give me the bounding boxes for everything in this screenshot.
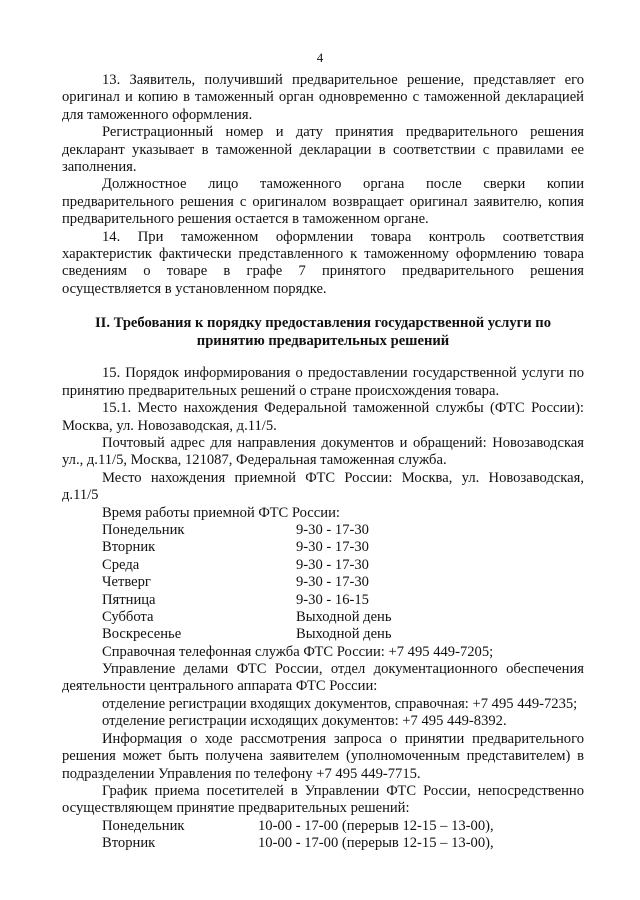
paragraph-15-1: 15.1. Место нахождения Федеральной таможенной службы (ФТС России): Москва, ул. Новозаводская, д.11/5. bbox=[62, 400, 584, 434]
hours-day: Среда bbox=[102, 556, 140, 573]
schedule-day: Понедельник bbox=[102, 817, 185, 834]
schedule-row bbox=[102, 818, 584, 835]
hours-row bbox=[102, 626, 584, 643]
hours-time: 9-30 - 17-30 bbox=[296, 556, 369, 573]
admin-department: Управление делами ФТС России, отдел документационного обеспечения деятельности центрального аппарата ФТС России: bbox=[62, 661, 584, 695]
progress-info: Информация о ходе рассмотрения запроса о принятии предварительного решения может быть получена заявителем (уполномоченным представителем) в подразделении Управления по телефону +7 495 449-7715. bbox=[62, 730, 584, 782]
schedule-row bbox=[102, 835, 584, 852]
hours-row bbox=[102, 609, 584, 626]
hours-day: Воскресенье bbox=[102, 626, 182, 643]
schedule-time: 10-00 - 17-00 (перерыв 12-15 – 13-00), bbox=[258, 835, 494, 852]
reception-hours-table bbox=[102, 522, 584, 644]
incoming-registration: отделение регистрации входящих документов, справочная: +7 495 449-7235; bbox=[102, 695, 578, 712]
hours-day: Понедельник bbox=[102, 521, 185, 538]
hours-time: 9-30 - 16-15 bbox=[296, 591, 369, 608]
reception-location: Место нахождения приемной ФТС России: Москва, ул. Новозаводская, д.11/5 bbox=[62, 469, 584, 504]
hours-row bbox=[102, 574, 584, 591]
hours-time: 9-30 - 17-30 bbox=[296, 539, 369, 556]
visitor-schedule-table bbox=[102, 818, 584, 853]
paragraph-14: 14. При таможенном оформлении товара контроль соответствия характеристик фактически представленного к таможенному оформлению товара сведениям о товаре в графе 7 принятого предварительного решения осуществляется в установленном порядке. bbox=[62, 228, 584, 297]
hours-row bbox=[102, 522, 584, 539]
hours-day: Вторник bbox=[102, 539, 156, 556]
paragraph-13-official: Должностное лицо таможенного органа после сверки копии предварительного решения с оригиналом возвращает оригинал заявителю, копия предварительного решения остается в таможенном органе. bbox=[62, 176, 584, 228]
section-heading: II. Требования к порядку предоставления государственной услуги по принятию предварительных решений bbox=[94, 315, 552, 350]
hours-day: Четверг bbox=[102, 574, 151, 591]
hours-day: Пятница bbox=[102, 591, 156, 608]
hours-day: Суббота bbox=[102, 608, 154, 625]
hours-time: Выходной день bbox=[296, 608, 392, 625]
schedule-time: 10-00 - 17-00 (перерыв 12-15 – 13-00), bbox=[258, 817, 494, 834]
hours-row bbox=[102, 592, 584, 609]
hours-time: 9-30 - 17-30 bbox=[296, 574, 369, 591]
paragraph-13-registration: Регистрационный номер и дату принятия предварительного решения декларант указывает в таможенной декларации в соответствии с правилами ее заполнения. bbox=[62, 124, 584, 176]
paragraph-15: 15. Порядок информирования о предоставлении государственной услуги по принятию предварительных решений о стране происхождения товара. bbox=[62, 365, 584, 399]
hours-title: Время работы приемной ФТС России: bbox=[102, 504, 340, 521]
hours-row bbox=[102, 557, 584, 574]
paragraph-13: 13. Заявитель, получивший предварительное решение, представляет его оригинал и копию в таможенный орган одновременно с таможенной декларацией для таможенного оформления. bbox=[62, 72, 584, 123]
document-body bbox=[62, 72, 584, 853]
hours-time: 9-30 - 17-30 bbox=[296, 521, 369, 538]
postal-address: Почтовый адрес для направления документов и обращений: Новозаводская ул., д.11/5, Москва, 121087, Федеральная таможенная служба. bbox=[62, 434, 584, 469]
schedule-title: График приема посетителей в Управлении ФТС России, непосредственно осуществляющем принятие предварительных решений: bbox=[62, 782, 584, 817]
hours-row bbox=[102, 539, 584, 556]
phone-info: Справочная телефонная служба ФТС России: +7 495 449-7205; bbox=[102, 643, 494, 660]
page-number: 4 bbox=[316, 50, 324, 65]
hours-time: Выходной день bbox=[296, 626, 392, 643]
schedule-day: Вторник bbox=[102, 835, 156, 852]
outgoing-registration: отделение регистрации исходящих документов: +7 495 449-8392. bbox=[102, 713, 507, 730]
